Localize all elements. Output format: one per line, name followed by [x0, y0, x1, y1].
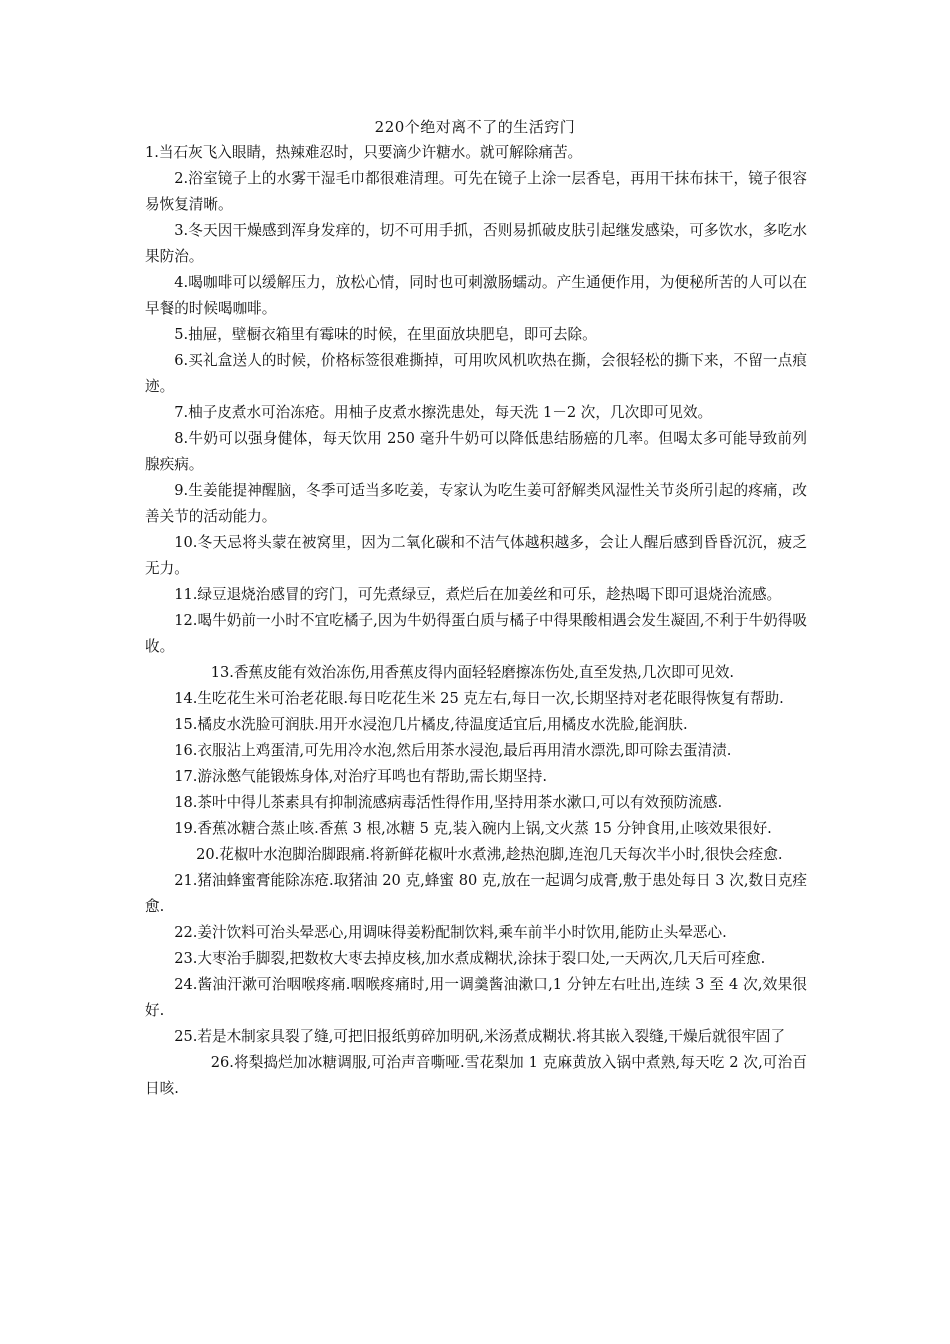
tip-item: 22.姜汁饮料可治头晕恶心,用调味得姜粉配制饮料,乘车前半小时饮用,能防止头晕恶心. — [174, 924, 727, 941]
document-body — [145, 140, 807, 1102]
tip-item: 17.游泳憋气能锻炼身体,对治疗耳鸣也有帮助,需长期坚持. — [174, 768, 547, 785]
document-title: 220个绝对离不了的生活窍门 — [374, 118, 576, 136]
tip-item: 8.牛奶可以强身健体，每天饮用 250 毫升牛奶可以降低患结肠癌的几率。但喝太多可能导致前列腺疾病。 — [145, 430, 807, 473]
tip-item: 16.衣服沾上鸡蛋清,可先用冷水泡,然后用茶水浸泡,最后再用清水漂洗,即可除去蛋清渍. — [174, 742, 732, 759]
tip-item: 11.绿豆退烧治感冒的窍门，可先煮绿豆，煮烂后在加姜丝和可乐，趁热喝下即可退烧治流感。 — [174, 586, 782, 603]
tip-item: 3.冬天因干燥感到浑身发痒的，切不可用手抓，否则易抓破皮肤引起继发感染，可多饮水，多吃水果防治。 — [145, 222, 807, 265]
tip-item: 23.大枣治手脚裂,把数枚大枣去掉皮核,加水煮成糊状,涂抹于裂口处,一天两次,几天后可痊愈. — [174, 950, 766, 967]
tip-item: 6.买礼盒送人的时候，价格标签很难撕掉，可用吹风机吹热在撕，会很轻松的撕下来，不留一点痕迹。 — [145, 352, 807, 395]
tip-item: 7.柚子皮煮水可治冻疮。用柚子皮煮水擦洗患处，每天洗 1－2 次，几次即可见效。 — [174, 404, 713, 421]
tip-item: 12.喝牛奶前一小时不宜吃橘子,因为牛奶得蛋白质与橘子中得果酸相遇会发生凝固,不利于牛奶得吸收。 — [145, 612, 807, 655]
tip-item: 26.将梨捣烂加冰糖调服,可治声音嘶哑.雪花梨加 1 克麻黄放入锅中煮熟,每天吃 2 次,可治百日咳. — [145, 1054, 807, 1097]
tip-item: 4.喝咖啡可以缓解压力，放松心情，同时也可刺激肠蠕动。产生通便作用，为便秘所苦的人可以在早餐的时候喝咖啡。 — [145, 274, 807, 317]
tip-item: 14.生吃花生米可治老花眼.每日吃花生米 25 克左右,每日一次,长期坚持对老花眼得恢复有帮助. — [174, 690, 784, 707]
tip-item: 15.橘皮水洗脸可润肤.用开水浸泡几片橘皮,待温度适宜后,用橘皮水洗脸,能润肤. — [174, 716, 688, 733]
tip-item: 24.酱油汗漱可治咽喉疼痛.咽喉疼痛时,用一调羹酱油漱口,1 分钟左右吐出,连续 3 至 4 次,效果很好. — [145, 976, 807, 1019]
tip-item: 9.生姜能提神醒脑，冬季可适当多吃姜，专家认为吃生姜可舒解类风湿性关节炎所引起的疼痛，改善关节的活动能力。 — [145, 482, 807, 525]
tip-item: 21.猪油蜂蜜膏能除冻疮.取猪油 20 克,蜂蜜 80 克,放在一起调匀成膏,敷于患处每日 3 次,数日克痊愈. — [145, 872, 807, 915]
tip-item: 18.茶叶中得儿茶素具有抑制流感病毒活性得作用,坚持用茶水漱口,可以有效预防流感. — [174, 794, 723, 811]
tip-item: 20.花椒叶水泡脚治脚跟痛.将新鲜花椒叶水煮沸,趁热泡脚,连泡几天每次半小时,很快会痊愈. — [196, 846, 783, 863]
tip-item: 5.抽屉，壁橱衣箱里有霉味的时候，在里面放块肥皂，即可去除。 — [174, 326, 597, 343]
tip-item: 13.香蕉皮能有效治冻伤,用香蕉皮得内面轻轻磨擦冻伤处,直至发热,几次即可见效. — [210, 664, 735, 681]
tip-item: 19.香蕉冰糖合蒸止咳.香蕉 3 根,冰糖 5 克,装入碗内上锅,文火蒸 15 分钟食用,止咳效果很好. — [174, 820, 772, 837]
tip-item: 25.若是木制家具裂了缝,可把旧报纸剪碎加明矾,米汤煮成糊状.将其嵌入裂缝,干燥后就很牢固了 — [174, 1028, 786, 1045]
tip-item: 2.浴室镜子上的水雾干湿毛巾都很难清理。可先在镜子上涂一层香皂，再用干抹布抹干，镜子很容易恢复清晰。 — [145, 170, 807, 213]
tip-item: 10.冬天忌将头蒙在被窝里，因为二氧化碳和不洁气体越积越多，会让人醒后感到昏昏沉沉，疲乏无力。 — [145, 534, 807, 577]
tip-item: 1.当石灰飞入眼睛，热辣难忍时，只要滴少许糖水。就可解除痛苦。 — [145, 144, 583, 161]
